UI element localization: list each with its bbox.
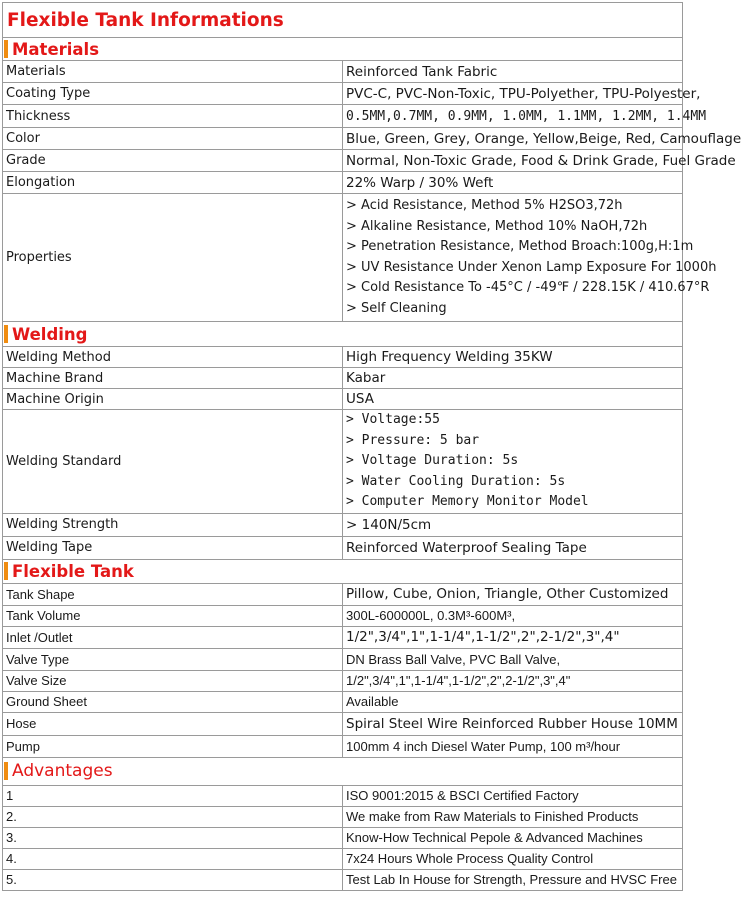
row-value: Blue, Green, Grey, Orange, Yellow,Beige, Red, Camouflage bbox=[343, 128, 683, 150]
row-label: Tank Volume bbox=[3, 605, 343, 626]
row-label: Thickness bbox=[3, 105, 343, 128]
row-label: 5. bbox=[3, 869, 343, 890]
section-bar-icon bbox=[4, 562, 8, 580]
row-value: Pillow, Cube, Onion, Triangle, Other Customized bbox=[343, 583, 683, 605]
row-label: Machine Brand bbox=[3, 368, 343, 389]
row-value: Test Lab In House for Strength, Pressure and HVSC Free bbox=[343, 869, 683, 890]
row-value: Reinforced Waterproof Sealing Tape bbox=[343, 536, 683, 559]
list-item: > UV Resistance Under Xenon Lamp Exposure For 1000h bbox=[346, 259, 717, 275]
row-value: 300L-600000L, 0.3M³-600M³, bbox=[343, 605, 683, 626]
section-heading: Welding bbox=[12, 324, 88, 344]
page-title: Flexible Tank Informations bbox=[3, 3, 683, 38]
section-heading: Materials bbox=[12, 39, 100, 59]
row-label: 4. bbox=[3, 848, 343, 869]
row-label: 2. bbox=[3, 806, 343, 827]
row-label: Welding Tape bbox=[3, 536, 343, 559]
row-label: Grade bbox=[3, 150, 343, 172]
properties-list bbox=[343, 194, 717, 322]
row-label: Hose bbox=[3, 712, 343, 735]
row-label: Welding Strength bbox=[3, 513, 343, 536]
section-heading: Advantages bbox=[12, 761, 113, 781]
row-label: Materials bbox=[3, 61, 343, 83]
list-item: > Acid Resistance, Method 5% H2SO3,72h bbox=[346, 198, 623, 213]
spec-table bbox=[2, 2, 741, 891]
row-value: Kabar bbox=[343, 368, 683, 389]
row-label: Valve Type bbox=[3, 648, 343, 670]
section-advantages bbox=[3, 757, 683, 785]
section-welding bbox=[3, 322, 683, 347]
row-value: PVC-C, PVC-Non-Toxic, TPU-Polyether, TPU-Polyester, bbox=[343, 83, 683, 105]
row-value: 1/2",3/4",1",1-1/4",1-1/2",2",2-1/2",3",4" bbox=[343, 626, 683, 648]
row-value: 22% Warp / 30% Weft bbox=[343, 172, 683, 194]
row-value: DN Brass Ball Valve, PVC Ball Valve, bbox=[343, 648, 683, 670]
list-item: > Alkaline Resistance, Method 10% NaOH,72h bbox=[346, 218, 648, 234]
list-item: > Voltage Duration: 5s bbox=[346, 453, 519, 468]
row-value: Know-How Technical Pepole & Advanced Machines bbox=[343, 827, 683, 848]
row-label: Tank Shape bbox=[3, 583, 343, 605]
row-label: Elongation bbox=[3, 172, 343, 194]
list-item: > Voltage:55 bbox=[346, 412, 440, 427]
row-label: 3. bbox=[3, 827, 343, 848]
row-value: 7x24 Hours Whole Process Quality Control bbox=[343, 848, 683, 869]
section-materials bbox=[3, 38, 683, 61]
row-value: Reinforced Tank Fabric bbox=[343, 61, 683, 83]
section-flexible-tank bbox=[3, 559, 683, 583]
row-label: Inlet /Outlet bbox=[3, 626, 343, 648]
row-label: Coating Type bbox=[3, 83, 343, 105]
list-item: > Self Cleaning bbox=[346, 300, 447, 316]
row-value: 100mm 4 inch Diesel Water Pump, 100 m³/hour bbox=[343, 735, 683, 757]
section-heading: Flexible Tank bbox=[12, 561, 134, 581]
row-label: Machine Origin bbox=[3, 389, 343, 410]
row-value: ISO 9001:2015 & BSCI Certified Factory bbox=[343, 785, 683, 806]
row-value: Spiral Steel Wire Reinforced Rubber House 10MM bbox=[343, 712, 683, 735]
row-value: USA bbox=[343, 389, 683, 410]
list-item: > Penetration Resistance, Method Broach:100g,H:1m bbox=[346, 239, 694, 254]
row-label: Welding Method bbox=[3, 347, 343, 368]
list-item: > Cold Resistance To -45°C / -49℉ / 228.15K / 410.67°R bbox=[346, 280, 710, 295]
section-bar-icon bbox=[4, 762, 8, 780]
row-label: Properties bbox=[3, 194, 343, 322]
row-value: Normal, Non-Toxic Grade, Food & Drink Grade, Fuel Grade bbox=[343, 150, 683, 172]
list-item: > Water Cooling Duration: 5s bbox=[346, 473, 566, 489]
row-value: 0.5MM,0.7MM, 0.9MM, 1.0MM, 1.1MM, 1.2MM, 1.4MM bbox=[343, 105, 683, 128]
section-bar-icon bbox=[4, 325, 8, 343]
row-value: High Frequency Welding 35KW bbox=[343, 347, 683, 368]
row-value: Available bbox=[343, 691, 683, 712]
row-value: > 140N/5cm bbox=[343, 513, 683, 536]
row-label: Valve Size bbox=[3, 670, 343, 691]
welding-standard-list bbox=[343, 410, 683, 514]
row-value: We make from Raw Materials to Finished Products bbox=[343, 806, 683, 827]
row-label: Color bbox=[3, 128, 343, 150]
list-item: > Pressure: 5 bar bbox=[346, 432, 480, 448]
row-value: 1/2",3/4",1",1-1/4",1-1/2",2",2-1/2",3",4" bbox=[343, 670, 683, 691]
row-label: Pump bbox=[3, 735, 343, 757]
list-item: > Computer Memory Monitor Model bbox=[346, 494, 589, 509]
row-label: 1 bbox=[3, 785, 343, 806]
section-bar-icon bbox=[4, 40, 8, 58]
row-label: Welding Standard bbox=[3, 410, 343, 514]
row-label: Ground Sheet bbox=[3, 691, 343, 712]
